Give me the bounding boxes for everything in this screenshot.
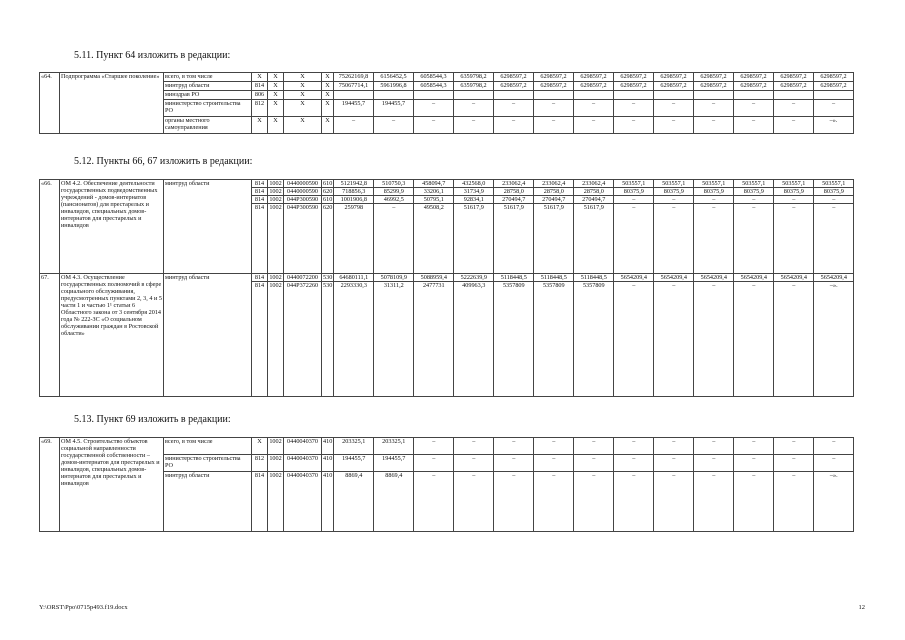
value-cell: 5357809 (534, 282, 574, 397)
value-cell: 6298597,2 (654, 73, 694, 82)
row-number-cell: «69. (40, 438, 60, 532)
value-cell: – (574, 117, 614, 134)
value-cell: 5118448,5 (534, 274, 574, 282)
value-cell: – (534, 117, 574, 134)
value-cell: 6298597,2 (494, 73, 534, 82)
value-cell: – (614, 438, 654, 455)
value-cell: – (454, 455, 494, 472)
value-cell: 51617,9 (454, 204, 494, 274)
value-cell: 6298597,2 (614, 82, 654, 91)
value-cell: – (694, 438, 734, 455)
executor-cell: минздрав РО (164, 91, 252, 100)
value-cell: X (268, 100, 284, 117)
value-cell: 6298597,2 (694, 82, 734, 91)
value-cell: 80375,9 (734, 188, 774, 196)
value-cell: X (322, 91, 334, 100)
value-cell: 503557,1 (774, 180, 814, 188)
value-cell: 5654209,4 (774, 274, 814, 282)
value-cell: – (774, 196, 814, 204)
value-cell: X (284, 100, 322, 117)
value-cell: 6298597,2 (734, 82, 774, 91)
value-cell: 85299,9 (374, 188, 414, 196)
value-cell: 194455,7 (374, 455, 414, 472)
value-cell: – (814, 196, 854, 204)
table-punkty-66-67 (39, 179, 854, 397)
value-cell: – (494, 438, 534, 455)
value-cell: – (734, 100, 774, 117)
executor-cell: минтруд области (164, 180, 252, 274)
value-cell: 1002 (268, 438, 284, 455)
value-cell: 203325,1 (374, 438, 414, 455)
value-cell: 6298597,2 (774, 82, 814, 91)
value-cell: 814 (252, 274, 268, 282)
value-cell (454, 91, 494, 100)
value-cell: 503557,1 (814, 180, 854, 188)
value-cell: – (774, 204, 814, 274)
value-cell: 6058544,3 (414, 82, 454, 91)
value-cell: – (614, 117, 654, 134)
table-punkt-64 (39, 72, 854, 134)
value-cell: – (734, 196, 774, 204)
value-cell: – (494, 472, 534, 532)
value-cell: 1002 (269, 180, 282, 187)
value-cell: 410 (322, 438, 334, 455)
value-cell: – (614, 282, 654, 397)
value-cell: – (454, 472, 494, 532)
value-cell: 270494,7 (534, 196, 574, 204)
value-cell: 233062,4 (534, 180, 574, 188)
value-cell: – (414, 455, 454, 472)
value-cell: 50795,1 (414, 196, 454, 204)
value-cell: 1002 (268, 282, 284, 397)
value-cell: 2293330,3 (334, 282, 374, 397)
value-cell: 80375,9 (614, 188, 654, 196)
value-cell: 410 (322, 472, 334, 532)
value-cell: 92834,1 (454, 196, 494, 204)
section-heading-5-13: 5.13. Пункт 69 изложить в редакции: (74, 414, 231, 425)
value-cell: 233062,4 (574, 180, 614, 188)
value-cell (414, 91, 454, 100)
value-cell: 80375,9 (694, 188, 734, 196)
executor-cell: органы местного самоуправления (164, 117, 252, 134)
value-cell: X (252, 117, 268, 134)
value-cell: 194455,7 (374, 100, 414, 117)
value-cell: – (654, 196, 694, 204)
value-cell: – (694, 455, 734, 472)
value-cell: 0440040370 (284, 455, 322, 472)
value-cell: – (534, 100, 574, 117)
value-cell: 6298597,2 (494, 82, 534, 91)
value-cell: 812 (252, 100, 268, 117)
value-cell: 1002 (269, 274, 282, 281)
value-cell (534, 91, 574, 100)
value-cell: 432568,0 (454, 180, 494, 188)
value-cell: – (734, 472, 774, 532)
value-cell: 044P372260 (284, 282, 322, 397)
value-cell: 6298597,2 (574, 82, 614, 91)
value-cell (814, 91, 854, 100)
value-cell: 409963,3 (454, 282, 494, 397)
value-cell: 1002 (268, 204, 284, 274)
value-cell: 6298597,2 (814, 73, 854, 82)
value-cell: 5357809 (494, 282, 534, 397)
footer-file-path: Y:\ORST\Ppo\0715p493.f19.docx (39, 604, 128, 611)
value-cell: X (322, 100, 334, 117)
value-cell: – (734, 438, 774, 455)
value-cell (334, 91, 374, 100)
value-cell: 6156452,5 (374, 73, 414, 82)
value-cell: – (734, 455, 774, 472)
value-cell: 503557,1 (734, 180, 774, 188)
value-cell: – (654, 438, 694, 455)
value-cell: 812 (252, 455, 268, 472)
executor-cell: минтруд области (164, 274, 252, 397)
value-cell (614, 91, 654, 100)
value-cell: 6298597,2 (534, 73, 574, 82)
value-cell: – (774, 282, 814, 397)
executor-cell: министерство строительства РО (164, 455, 252, 472)
value-cell: 6298597,2 (734, 73, 774, 82)
value-cell: 5357809 (574, 282, 614, 397)
value-cell: 28758,0 (534, 188, 574, 196)
value-cell: 51617,9 (534, 204, 574, 274)
value-cell: 5654209,4 (614, 274, 654, 282)
value-cell: 75262169,8 (334, 73, 374, 82)
value-cell: – (654, 117, 694, 134)
value-cell: – (494, 117, 534, 134)
value-cell: – (574, 472, 614, 532)
value-cell: – (454, 117, 494, 134)
value-cell: 6298597,2 (694, 73, 734, 82)
value-cell: 270494,7 (574, 196, 614, 204)
value-cell: – (494, 455, 534, 472)
value-cell (694, 91, 734, 100)
value-cell: 28758,0 (574, 188, 614, 196)
value-cell: 814 (252, 196, 268, 204)
value-cell: – (534, 472, 574, 532)
value-cell: – (814, 100, 854, 117)
executor-cell: минтруд области (164, 82, 252, 91)
value-cell: – (694, 204, 734, 274)
value-cell: X (268, 82, 284, 91)
value-cell: – (814, 438, 854, 455)
value-cell: X (284, 117, 322, 134)
value-cell: 814 (252, 472, 268, 532)
program-name-cell: ОМ 4.5. Строительство объектов социальной направленности государственной собственности – домов-интернатов для престарелых и инвалидов, специальных домов-интернатов для престарелых и инвалидов (60, 438, 164, 532)
value-cell: 49508,2 (414, 204, 454, 274)
section-heading-5-12: 5.12. Пункты 66, 67 изложить в редакции: (74, 156, 253, 167)
value-cell: X (322, 73, 334, 82)
program-name-cell: Подпрограмма «Старшее поколение» (60, 73, 164, 134)
value-cell: 5654209,4 (814, 274, 854, 282)
value-cell: – (694, 282, 734, 397)
value-cell: – (414, 438, 454, 455)
table-row (40, 438, 854, 455)
value-cell: 6298597,2 (614, 73, 654, 82)
value-cell: – (694, 100, 734, 117)
value-cell: 0440000590 (284, 180, 322, 188)
value-cell: – (614, 455, 654, 472)
table-row (40, 180, 854, 188)
row-number-cell: «64. (40, 73, 60, 134)
value-cell: 620 (322, 204, 334, 274)
value-cell: – (694, 472, 734, 532)
value-cell: 5654209,4 (734, 274, 774, 282)
value-cell: –». (814, 117, 854, 134)
value-cell: 5118448,5 (574, 274, 614, 282)
value-cell: – (574, 438, 614, 455)
value-cell: – (414, 117, 454, 134)
value-cell: 503557,1 (694, 180, 734, 188)
value-cell: 044P300590 (284, 196, 322, 204)
value-cell: 510750,3 (374, 180, 414, 188)
program-name-cell: ОМ 4.2. Обеспечение деятельности государственных подведомственных учреждений - домов-интернатов (пансионатов) для престарелых и инвалидов, специальных домов-интернатов для престарелых и инвалидов (60, 180, 164, 274)
value-cell: 0440000590 (284, 188, 322, 196)
value-cell: X (268, 91, 284, 100)
row-number-cell: «66. (40, 180, 60, 274)
value-cell: – (454, 100, 494, 117)
program-name-cell: ОМ 4.3. Осуществление государственных полномочий в сфере социального обслуживания, предусмотренных пунктами 2, 3, 4 и 5 части 1 и частью 1¹ статьи 6 Областного закона от 3 сентября 2014 года № 222-ЗС «О социальном обслуживании граждан в Ростовской области» (60, 274, 164, 397)
value-cell: –». (814, 282, 854, 397)
value-cell: 814 (252, 180, 268, 188)
value-cell: 1002 (268, 455, 284, 472)
value-cell (374, 91, 414, 100)
value-cell: 2477731 (414, 282, 454, 397)
value-cell: 80375,9 (654, 188, 694, 196)
value-cell: X (322, 82, 334, 91)
value-cell: X (284, 73, 322, 82)
row-number-cell: 67. (40, 274, 60, 397)
value-cell: – (574, 100, 614, 117)
value-cell: X (284, 82, 322, 91)
value-cell: 5654209,4 (654, 274, 694, 282)
value-cell: – (694, 117, 734, 134)
value-cell: 530 (323, 274, 333, 281)
value-cell (574, 91, 614, 100)
value-cell: 814 (252, 82, 268, 91)
value-cell: 46992,5 (374, 196, 414, 204)
page-number: 12 (858, 604, 865, 611)
value-cell: 8869,4 (334, 472, 374, 532)
value-cell: 620 (323, 188, 333, 195)
value-cell: 814 (252, 188, 268, 196)
value-cell (734, 91, 774, 100)
value-cell: 503557,1 (654, 180, 694, 188)
value-cell: 5118448,5 (494, 274, 534, 282)
value-cell: 194455,7 (334, 100, 374, 117)
value-cell: – (334, 117, 374, 134)
value-cell: 410 (322, 455, 334, 472)
value-cell: 6298597,2 (574, 73, 614, 82)
value-cell: – (454, 438, 494, 455)
value-cell (774, 91, 814, 100)
value-cell: 194455,7 (334, 455, 374, 472)
value-cell: – (654, 204, 694, 274)
value-cell: – (534, 455, 574, 472)
value-cell: 1002 (269, 196, 282, 203)
value-cell: – (574, 455, 614, 472)
value-cell: 80375,9 (774, 188, 814, 196)
value-cell: X (252, 438, 268, 455)
value-cell: 75067714,1 (334, 82, 374, 91)
value-cell: – (814, 204, 854, 274)
value-cell: 33206,1 (414, 188, 454, 196)
value-cell: 6298597,2 (534, 82, 574, 91)
value-cell: 503557,1 (614, 180, 654, 188)
value-cell: 6359798,2 (454, 73, 494, 82)
table-row (40, 73, 854, 82)
value-cell: 1002 (268, 472, 284, 532)
section-heading-5-11: 5.11. Пункт 64 изложить в редакции: (74, 50, 231, 61)
executor-cell: всего, в том числе (164, 73, 252, 82)
value-cell: 5654209,4 (694, 274, 734, 282)
value-cell: 6298597,2 (774, 73, 814, 82)
value-cell: X (322, 117, 334, 134)
value-cell: – (774, 455, 814, 472)
value-cell: 814 (252, 282, 268, 397)
value-cell: – (614, 472, 654, 532)
value-cell: – (734, 204, 774, 274)
value-cell: 233062,4 (494, 180, 534, 188)
value-cell: 5961996,8 (374, 82, 414, 91)
value-cell: X (268, 73, 284, 82)
value-cell: 51617,9 (494, 204, 534, 274)
value-cell: – (734, 282, 774, 397)
value-cell: 5088959,4 (414, 274, 454, 282)
value-cell: 610 (323, 180, 333, 187)
value-cell: 458094,7 (414, 180, 454, 188)
value-cell: 51617,9 (574, 204, 614, 274)
value-cell: 8869,4 (374, 472, 414, 532)
value-cell: – (774, 438, 814, 455)
value-cell: 6359798,2 (454, 82, 494, 91)
value-cell: – (534, 438, 574, 455)
value-cell: – (734, 117, 774, 134)
value-cell: –». (814, 472, 854, 532)
value-cell: X (252, 73, 268, 82)
value-cell: 5078109,9 (374, 274, 414, 282)
value-cell: – (414, 472, 454, 532)
value-cell: 610 (323, 196, 333, 203)
value-cell: 5121942,8 (334, 180, 374, 188)
value-cell: – (694, 196, 734, 204)
value-cell: X (284, 91, 322, 100)
value-cell (654, 91, 694, 100)
value-cell: – (614, 204, 654, 274)
value-cell: – (654, 100, 694, 117)
value-cell: 270494,7 (494, 196, 534, 204)
value-cell: – (614, 196, 654, 204)
value-cell: 31311,2 (374, 282, 414, 397)
value-cell: 718856,3 (334, 188, 374, 196)
value-cell: 814 (252, 204, 268, 274)
value-cell: 259798 (334, 204, 374, 274)
value-cell: 31734,9 (454, 188, 494, 196)
value-cell: X (268, 117, 284, 134)
value-cell: 80375,9 (814, 188, 854, 196)
value-cell: – (774, 472, 814, 532)
executor-cell: всего, в том числе (164, 438, 252, 455)
value-cell: – (374, 117, 414, 134)
value-cell: 044P300590 (284, 204, 322, 274)
table-row (40, 274, 854, 282)
value-cell: – (814, 455, 854, 472)
value-cell: – (774, 117, 814, 134)
value-cell: – (774, 100, 814, 117)
value-cell: – (374, 204, 414, 274)
value-cell (494, 91, 534, 100)
value-cell: – (654, 472, 694, 532)
value-cell: – (414, 100, 454, 117)
value-cell: 530 (322, 282, 334, 397)
value-cell: 64680111,1 (334, 274, 374, 282)
executor-cell: министерство строительства РО (164, 100, 252, 117)
value-cell: – (654, 282, 694, 397)
value-cell: 1002 (269, 188, 282, 195)
value-cell: 203325,1 (334, 438, 374, 455)
table-punkt-69 (39, 437, 854, 532)
executor-cell: минтруд области (164, 472, 252, 532)
value-cell: 6298597,2 (814, 82, 854, 91)
value-cell: – (654, 455, 694, 472)
value-cell: 6058544,3 (414, 73, 454, 82)
value-cell: 0440040370 (284, 438, 322, 455)
value-cell: 6298597,2 (654, 82, 694, 91)
value-cell: 806 (252, 91, 268, 100)
value-cell: – (494, 100, 534, 117)
value-cell: – (614, 100, 654, 117)
value-cell: 0440040370 (284, 472, 322, 532)
value-cell: 28758,0 (494, 188, 534, 196)
value-cell: 5222639,9 (454, 274, 494, 282)
value-cell: 1001906,8 (334, 196, 374, 204)
value-cell: 0440072200 (284, 274, 322, 282)
